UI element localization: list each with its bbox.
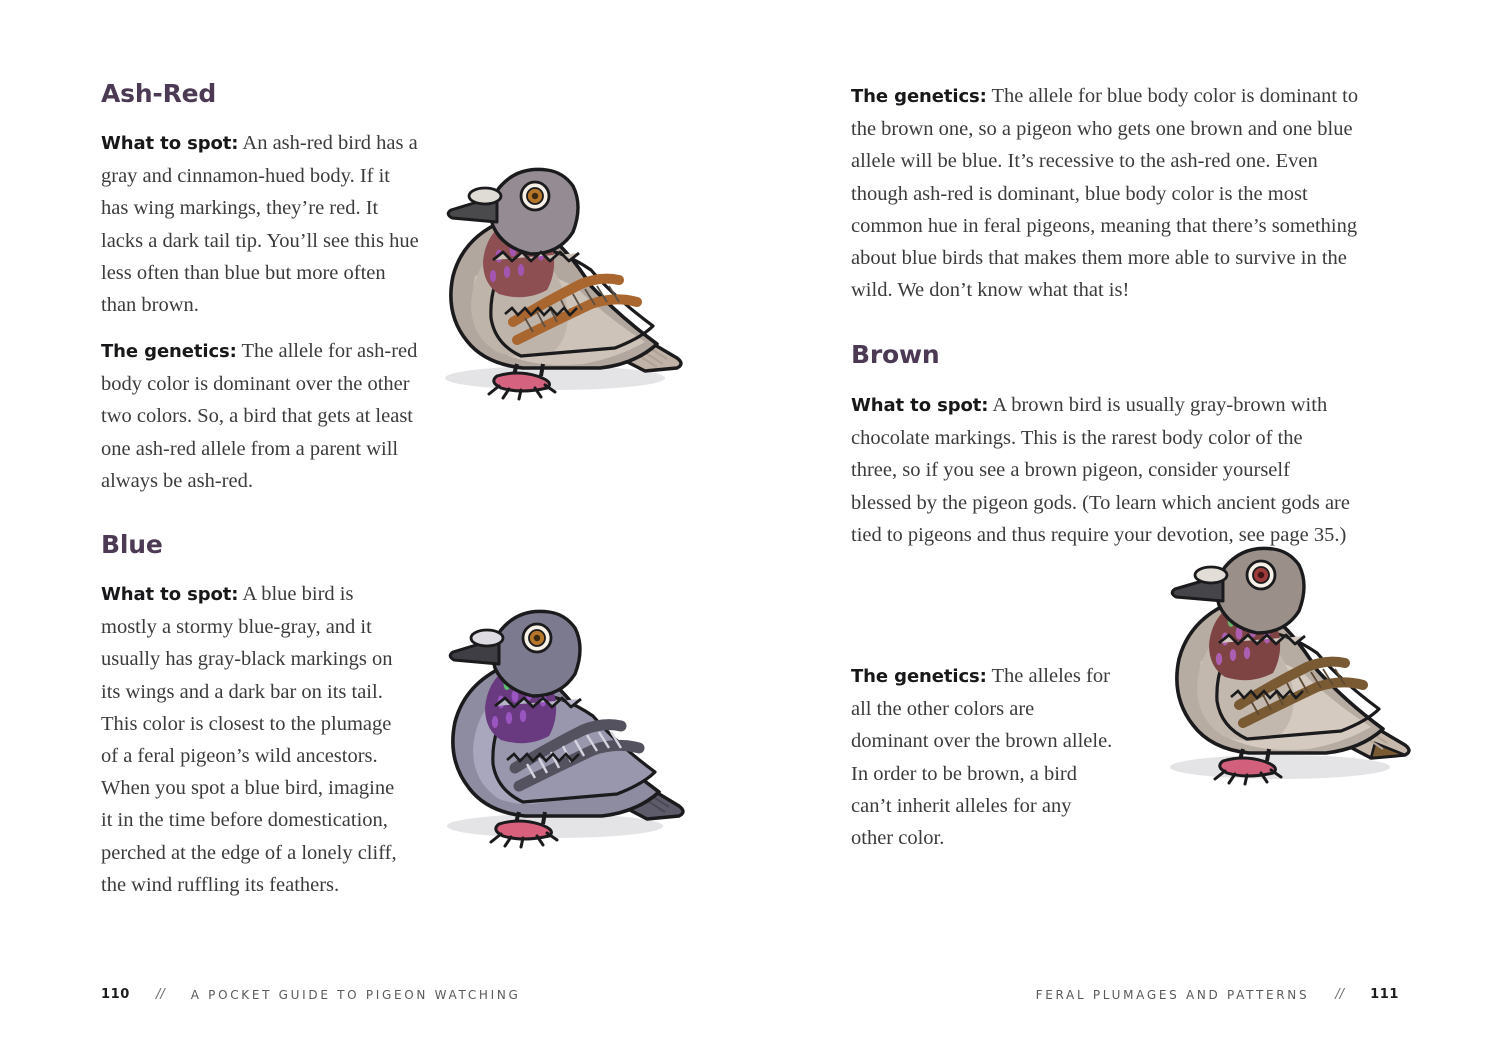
heading-ash-red: Ash-Red xyxy=(101,79,217,108)
cere xyxy=(1195,567,1227,583)
paragraph-text: The allele for ash-red body color is dominant over the other two colors. So, a bird that gets at least one ash-red allele from a parent will always be ash-red. xyxy=(101,340,418,492)
brown-pigeon-illustration xyxy=(1125,505,1435,795)
page-number-left: 110 xyxy=(101,987,130,1002)
heading-brown: Brown xyxy=(851,340,940,369)
footer-left-page xyxy=(101,987,521,1002)
lead-in-the-genetics: The genetics: xyxy=(851,666,987,687)
running-head-right: FERAL PLUMAGES AND PATTERNS xyxy=(1035,987,1310,1002)
lead-in-what-to-spot: What to spot: xyxy=(101,133,239,154)
paragraph-brown-genetics xyxy=(851,660,1116,854)
paragraph-text: A brown bird is usually gray-brown with chocolate markings. This is the rarest body color of the three, so if you see a brown pigeon, consider yourself blessed by the pigeon gods. (To learn which ancient gods are tied to pigeons and thus require your devotion, see page 35.) xyxy=(851,394,1350,546)
paragraph-ash-red-what-to-spot xyxy=(101,127,421,321)
ash-red-pigeon-illustration xyxy=(405,126,705,406)
page-number-right: 111 xyxy=(1370,987,1399,1002)
cere xyxy=(469,188,501,204)
cere xyxy=(471,630,503,646)
paragraph-text: The alleles for all the other colors are dominant over the brown allele. In order to be brown, a bird can’t inherit alleles for any other color. xyxy=(851,665,1113,850)
running-head-left: A POCKET GUIDE TO PIGEON WATCHING xyxy=(190,987,521,1002)
lead-in-the-genetics: The genetics: xyxy=(851,86,987,107)
blue-pigeon-illustration xyxy=(405,570,705,855)
lead-in-what-to-spot: What to spot: xyxy=(101,584,239,605)
paragraph-blue-genetics xyxy=(851,80,1371,306)
lead-in-the-genetics: The genetics: xyxy=(101,341,237,362)
paragraph-text: A blue bird is mostly a stormy blue-gray, and it usually has gray-black markings on its wings and a dark bar on its tail. This color is closest to the plumage of a feral pigeon’s wild ancestors. When you spot a blue bird, imagine it in the time before domestication, perched at the edge of a lonely cliff, the wind ruffling its feathers. xyxy=(101,583,397,896)
footer-right-page xyxy=(1036,987,1399,1002)
paragraph-text: An ash-red bird has a gray and cinnamon-hued body. If it has wing markings, they’re red. It lacks a dark tail tip. You’ll see this hue less often than blue but more often than brown. xyxy=(101,132,419,317)
paragraph-blue-what-to-spot xyxy=(101,578,406,901)
footer-separator-icon: // xyxy=(1335,987,1345,1002)
heading-blue: Blue xyxy=(101,530,163,559)
lead-in-what-to-spot: What to spot: xyxy=(851,395,989,416)
footer-separator-icon: // xyxy=(155,987,165,1002)
paragraph-text: The allele for blue body color is dominant to the brown one, so a pigeon who gets one brown and one blue allele will be blue. It’s recessive to the ash-red one. Even though ash-red is dominant, blue body color is the most common hue in feral pigeons, meaning that there’s something about blue birds that makes them more able to survive in the wild. We don’t know what that is! xyxy=(851,85,1359,302)
paragraph-ash-red-genetics xyxy=(101,335,421,497)
